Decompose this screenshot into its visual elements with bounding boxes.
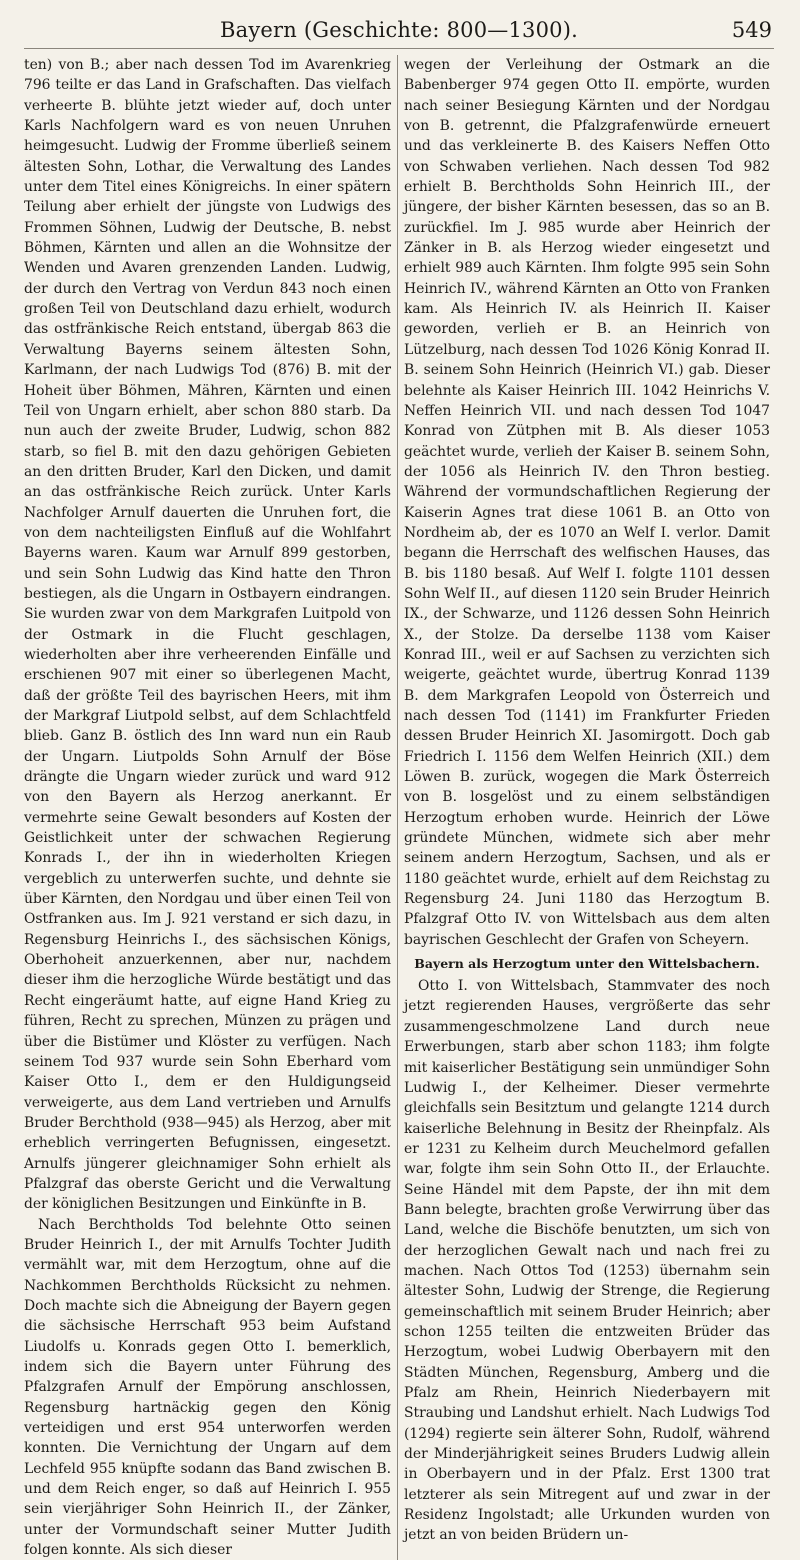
right-paragraph-2: Otto I. von Wittelsbach, Stammvater des noch jetzt regierenden Hauses, vergrößerte das sehr zusammengeschmolzene Land durch neue Erwerbungen, starb aber schon 1183; ihm folgte mit kaiserlicher Bestätigung sein unmündiger Sohn Ludwig I., der Kelheimer. Dieser vermehrte gleichfalls sein Besitztum und gelangte 1214 durch kaiserliche Belehnung in Besitz der Rheinpfalz. Als er 1231 zu Kelheim durch Meuchelmord gefallen war, folgte ihm sein Sohn Otto II., der Erlauchte. Seine Händel mit dem Papste, der ihn mit dem Bann belegte, brachten große Verwirrung über das Land, welche die Bischöfe benutzten, um sich von der herzoglichen Gewalt nach und nach frei zu machen. Nach Ottos Tod (1253) übernahm sein ältester Sohn, Ludwig der Strenge, die Regierung gemeinschaftlich mit seinem Bruder Heinrich; aber schon 1255 teilten die entzweiten Brüder das Herzogtum, wobei Ludwig Oberbayern mit den Städten München, Regensburg, Amberg und die Pfalz am Rhein, Heinrich Niederbayern mit Straubing und Landshut erhielt. Nach Ludwigs Tod (1294) regierte sein älterer Sohn, Rudolf, während der Minderjährigkeit seines Bruders Ludwig allein in Oberbayern und in der Pfalz. Erst 1300 trat letzterer als sein Mitregent auf und zwar in der Residenz Ingolstadt; alle Urkunden wurden von jetzt an von beiden Brüdern un- <box>404 978 770 1544</box>
running-title: Bayern (Geschichte: 800—1300). <box>220 18 578 42</box>
section-subheading: Bayern als Herzogtum unter den Wittelsbachern. <box>414 956 760 972</box>
page-header <box>24 14 774 49</box>
left-column <box>24 55 397 1560</box>
right-paragraph-1: wegen der Verleihung der Ostmark an die Babenberger 974 gegen Otto II. empörte, wurden nach seiner Besiegung Kärnten und der Nordgau von B. getrennt, die Pfalzgrafenwürde erneuert und das verkleinerte B. des Kaisers Neffen Otto von Schwaben verliehen. Nach dessen Tod 982 erhielt B. Berchtholds Sohn Heinrich III., der jüngere, der bisher Kärnten besessen, das so an B. zurückfiel. Im J. 985 wurde aber Heinrich der Zänker in B. als Herzog wieder eingesetzt und erhielt 989 auch Kärnten. Ihm folgte 995 sein Sohn Heinrich IV., während Kärnten an Otto von Franken kam. Als Heinrich IV. als Heinrich II. Kaiser geworden, verlieh er B. an Heinrich von Lützelburg, nach dessen Tod 1026 König Konrad II. B. seinem Sohn Heinrich (Heinrich VI.) gab. Dieser belehnte als Kaiser Heinrich III. 1042 Heinrichs V. Neffen Heinrich VII. und nach dessen Tod 1047 Konrad von Zütphen mit B. Als dieser 1053 geächtet wurde, verlieh der Kaiser B. seinem Sohn, der 1056 als Heinrich IV. den Thron bestieg. Während der vormundschaftlichen Regierung der Kaiserin Agnes trat diese 1061 B. an Otto von Nordheim ab, der es 1070 an Welf I. verlor. Damit begann die Herrschaft des welfischen Hauses, das B. bis 1180 besaß. Auf Welf I. folgte 1101 dessen Sohn Welf II., auf diesen 1120 sein Bruder Heinrich IX., der Schwarze, und 1126 dessen Sohn Heinrich X., der Stolze. Da derselbe 1138 vom Kaiser Konrad III., weil er auf Sachsen zu verzichten sich weigerte, geächtet wurde, übertrug Konrad 1139 B. dem Markgrafen Leopold von Österreich und nach dessen Tod (1141) im Frankfurter Frieden dessen Bruder Heinrich XI. Jasomirgott. Doch gab Friedrich I. 1156 dem Welfen Heinrich (XII.) dem Löwen B. zurück, wogegen die Mark Österreich von B. losgelöst und zu einem selbständigen Herzogtum erhoben wurde. Heinrich der Löwe gründete München, widmete sich aber mehr seinem andern Herzogtum, Sachsen, und als er 1180 geächtet wurde, erhielt auf dem Reichstag zu Regensburg 24. Juni 1180 das Herzogtum B. Pfalzgraf Otto IV. von Wittelsbach aus dem alten bayrischen Geschlecht der Grafen von Scheyern. <box>404 57 770 948</box>
left-paragraph-1: ten) von B.; aber nach dessen Tod im Avarenkrieg 796 teilte er das Land in Grafschaften. Das vielfach verheerte B. blühte jetzt wieder auf, doch unter Karls Nachfolgern ward es von neuen Unruhen heimgesucht. Ludwig der Fromme überließ seinem ältesten Sohn, Lothar, die Verwaltung des Landes unter dem Titel eines Königreichs. In einer spätern Teilung aber erhielt der jüngste von Ludwigs des Frommen Söhnen, Ludwig der Deutsche, B. nebst Böhmen, Kärnten und allen an die Wohnsitze der Wenden und Avaren grenzenden Landen. Ludwig, der durch den Vertrag von Verdun 843 noch einen großen Teil von Deutschland dazu erhielt, wodurch das ostfränkische Reich entstand, übergab 863 die Verwaltung Bayerns seinem ältesten Sohn, Karlmann, der nach Ludwigs Tod (876) B. mit der Hoheit über Böhmen, Mähren, Kärnten und einen Teil von Ungarn erhielt, aber schon 880 starb. Da nun auch der zweite Bruder, Ludwig, schon 882 starb, so fiel B. mit den dazu gehörigen Gebieten an den dritten Bruder, Karl den Dicken, und damit an das ostfränkische Reich zurück. Unter Karls Nachfolger Arnulf dauerten die Unruhen fort, die von dem nachteiligsten Einfluß auf die Wohlfahrt Bayerns waren. Kaum war Arnulf 899 gestorben, und sein Sohn Ludwig das Kind hatte den Thron bestiegen, als die Ungarn in Ostbayern eindrangen. Sie wurden zwar von dem Markgrafen Luitpold von der Ostmark in die Flucht geschlagen, wiederholten aber ihre verheerenden Einfälle und erschienen 907 mit einer so überlegenen Macht, daß der größte Teil des bayrischen Heers, mit ihm der Markgraf Liutpold selbst, auf dem Schlachtfeld blieb. Ganz B. östlich des Inn ward nun ein Raub der Ungarn. Liutpolds Sohn Arnulf der Böse drängte die Ungarn wieder zurück und ward 912 von den Bayern als Herzog anerkannt. Er vermehrte seine Gewalt besonders auf Kosten der Geistlichkeit unter der schwachen Regierung Konrads I., der ihn in wiederholten Kriegen vergeblich zu unterwerfen suchte, und dehnte sie über Kärnten, den Nordgau und über einen Teil von Ostfranken aus. Im J. 921 verstand er sich dazu, in Regensburg Heinrichs I., des sächsischen Königs, Oberhoheit anzuerkennen, aber nur, nachdem dieser ihm die herzogliche Würde bestätigt und das Recht eingeräumt hatte, auf eigne Hand Krieg zu führen, Recht zu sprechen, Münzen zu prägen und über die Bistümer und Klöster zu verfügen. Nach seinem Tod 937 wurde sein Sohn Eberhard vom Kaiser Otto I., dem er den Huldigungseid verweigerte, aus dem Land vertrieben und Arnulfs Bruder Berchthold (938—945) als Herzog, aber mit erheblich verringerten Befugnissen, eingesetzt. Arnulfs jüngerer gleichnamiger Sohn erhielt als Pfalzgraf das oberste Gericht und die Verwaltung der königlichen Besitzungen und Einkünfte in B. <box>24 57 391 1213</box>
right-column <box>397 55 770 1560</box>
page-number: 549 <box>731 18 772 42</box>
left-paragraph-2: Nach Berchtholds Tod belehnte Otto seinen Bruder Heinrich I., der mit Arnulfs Tochter Judith vermählt war, mit dem Herzogtum, ohne auf die Nachkommen Berchtholds Rücksicht zu nehmen. Doch machte sich die Abneigung der Bayern gegen die sächsische Herrschaft 953 beim Aufstand Liudolfs u. Konrads gegen Otto I. bemerklich, indem sich die Bayern unter Führung des Pfalzgrafen Arnulf der Empörung anschlossen, Regensburg hartnäckig gegen den König verteidigen und erst 954 unterworfen werden konnten. Die Vernichtung der Ungarn auf dem Lechfeld 955 knüpfte sodann das Band zwischen B. und dem Reich enger, so daß auf Heinrich I. 955 sein vierjähriger Sohn Heinrich II., der Zänker, unter der Vormundschaft seiner Mutter Judith folgen konnte. Als sich dieser <box>24 1216 391 1559</box>
text-columns <box>24 55 774 1560</box>
